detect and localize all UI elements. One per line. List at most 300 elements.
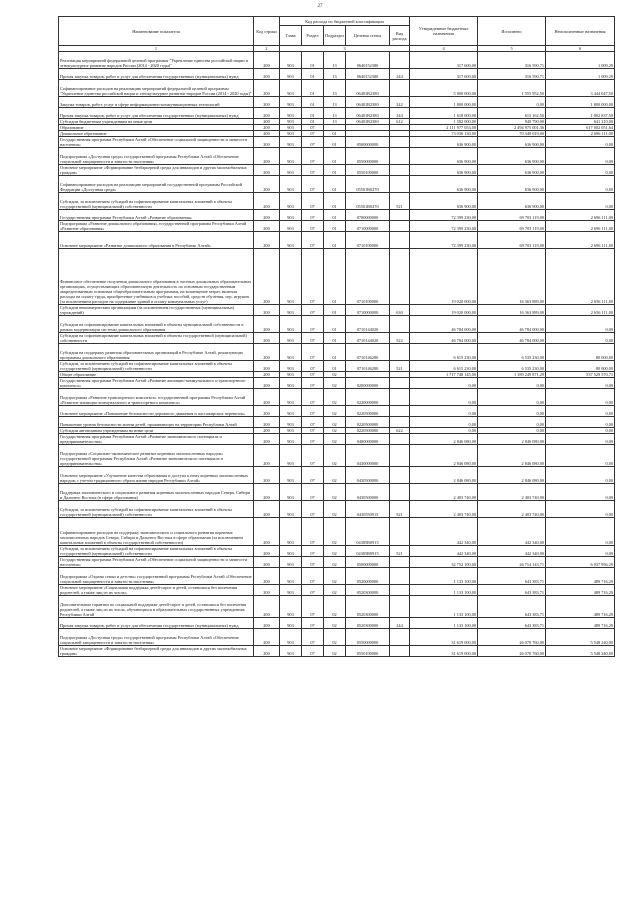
row-code: 200 <box>254 52 280 69</box>
row-podrazdel: 01 <box>324 232 346 249</box>
row-razdel: 07 <box>302 428 324 434</box>
row-podrazdel: 02 <box>324 546 346 557</box>
row-name: Субсидии некоммерческим организациям (за исключением государственных (муниципальных) учреждений) <box>59 305 254 316</box>
row-name: Софинансирование расходов на реализацию мероприятий федеральной целевой программы "Укрепление единства российской нации и этнокультурное развитие народов России (2014 - 2020 годы)" <box>59 80 254 97</box>
row-razdel: 07 <box>302 389 324 406</box>
row-unexecuted: 0,00 <box>546 428 615 434</box>
row-razdel: 07 <box>302 131 324 137</box>
row-executed: 636 900,00 <box>478 137 546 148</box>
row-name: Закупка товаров, работ, услуг в сфере информационно-коммуникационных технологий <box>59 97 254 108</box>
row-unexecuted: 0,00 <box>546 193 615 210</box>
row-vr <box>390 484 410 501</box>
row-approved: 72 399 230,00 <box>410 232 478 249</box>
row-approved: 1 618 000,00 <box>410 108 478 119</box>
row-razdel: 07 <box>302 434 324 445</box>
row-approved: 636 900,00 <box>410 148 478 165</box>
row-csr: 0220000000 <box>346 389 390 406</box>
row-unexecuted: 2 656 111,00 <box>546 249 615 305</box>
table-row <box>59 557 615 568</box>
row-code: 200 <box>254 518 280 546</box>
row-code: 200 <box>254 372 280 378</box>
row-executed: 636 900,00 <box>478 176 546 193</box>
row-unexecuted: 0,00 <box>546 501 615 518</box>
row-csr: 0550000000 <box>346 148 390 165</box>
row-podrazdel: 01 <box>324 361 346 372</box>
row-glava: 903 <box>280 344 302 361</box>
row-glava: 903 <box>280 316 302 333</box>
row-podrazdel: 02 <box>324 484 346 501</box>
row-executed: 69 703 119,00 <box>478 221 546 232</box>
row-vr <box>390 445 410 467</box>
row-approved: 317 600,00 <box>410 52 478 69</box>
row-podrazdel: 02 <box>324 372 346 378</box>
table-row <box>59 501 615 518</box>
row-approved: 442 340,00 <box>410 518 478 546</box>
col-number: 3 <box>280 46 410 52</box>
row-razdel: 07 <box>302 361 324 372</box>
row-name: Государственная программа Республики Алтай «Развитие экономического потенциала и предпринимательства» <box>59 434 254 445</box>
row-executed: 0,00 <box>478 97 546 108</box>
row-code: 200 <box>254 108 280 119</box>
row-csr: 0200000000 <box>346 378 390 389</box>
row-razdel: 01 <box>302 69 324 80</box>
row-unexecuted: 0,00 <box>546 389 615 406</box>
row-glava: 903 <box>280 176 302 193</box>
row-vr: 521 <box>390 193 410 210</box>
row-name: Подпрограмма «Развитие транспортного комплекса» государственной программы Республики Алтай «Развитие жилищно-коммунального и транспортного комплекса» <box>59 389 254 406</box>
row-name: Государственная программа Республики Алтай «Обеспечение социальной защищенности и занятости населения» <box>59 557 254 568</box>
row-podrazdel: 01 <box>324 344 346 361</box>
header-executed: Исполнено <box>478 17 546 46</box>
row-csr: 0400000000 <box>346 434 390 445</box>
row-code: 200 <box>254 210 280 221</box>
budget-execution-table <box>58 16 615 657</box>
row-code: 200 <box>254 148 280 165</box>
row-name: Основное мероприятие «Социальная поддержка детей-сирот и детей, оставшихся без попечения родителей, а также лиц из их числа» <box>59 585 254 596</box>
row-executed: 69 703 119,00 <box>478 232 546 249</box>
row-csr: 0220500000 <box>346 417 390 428</box>
table-row <box>59 333 615 344</box>
row-code: 200 <box>254 316 280 333</box>
row-executed: 0,00 <box>478 417 546 428</box>
row-podrazdel: 02 <box>324 557 346 568</box>
row-executed: 2 494 975 001,36 <box>478 125 546 131</box>
table-row <box>59 69 615 80</box>
row-podrazdel: 13 <box>324 108 346 119</box>
row-glava: 903 <box>280 232 302 249</box>
table-row <box>59 585 615 596</box>
row-razdel: 07 <box>302 445 324 467</box>
row-podrazdel: 01 <box>324 131 346 137</box>
col-number: 1 <box>59 46 254 52</box>
row-unexecuted: 0,00 <box>546 406 615 417</box>
row-unexecuted: 5 548 240,00 <box>546 629 615 646</box>
row-executed: 442 340,00 <box>478 546 546 557</box>
row-razdel: 07 <box>302 546 324 557</box>
row-csr: 0710146280 <box>346 344 390 361</box>
table-row <box>59 119 615 125</box>
page-number: 27 <box>317 4 323 9</box>
row-unexecuted: 0,00 <box>546 445 615 467</box>
row-name: Государственная программа Республики Алтай «Развитие жилищно-коммунального и транспортного комплекса» <box>59 378 254 389</box>
row-unexecuted: 489 716,29 <box>546 568 615 585</box>
row-podrazdel: 01 <box>324 193 346 210</box>
row-glava: 903 <box>280 193 302 210</box>
row-code: 200 <box>254 305 280 316</box>
row-csr: 0550100000 <box>346 165 390 176</box>
row-name: Субсидии, за исключением субсидий на софинансирование капитальных вложений в объекты государственной (муниципальной) собственности <box>59 361 254 372</box>
row-podrazdel: 02 <box>324 629 346 646</box>
row-code: 200 <box>254 333 280 344</box>
table-row <box>59 629 615 646</box>
row-approved: 636 900,00 <box>410 176 478 193</box>
row-glava: 903 <box>280 585 302 596</box>
row-vr <box>390 80 410 97</box>
table-row <box>59 137 615 148</box>
row-name: Основное мероприятие «Формирование безбарьерной среды для инвалидов и других маломобильных граждан» <box>59 646 254 657</box>
row-podrazdel: 13 <box>324 52 346 69</box>
row-name: Подпрограмма «Социально-экономическое развитие коренных малочисленных народов» государственной программы Республики Алтай «Развитие экономического потенциала и предпринимательства» <box>59 445 254 467</box>
table-row <box>59 97 615 108</box>
row-vr: 521 <box>390 361 410 372</box>
row-podrazdel: 01 <box>324 316 346 333</box>
row-csr: 06401R2380 <box>346 119 390 125</box>
row-code: 200 <box>254 221 280 232</box>
row-vr <box>390 176 410 193</box>
row-glava: 903 <box>280 501 302 518</box>
row-name: Дополнительные гарантии по социальной поддержке детей-сирот и детей, оставшихся без попечения родителей, а также лиц из их числа, обучающихся в образовательных государственных учреждениях Республики Алтай <box>59 596 254 618</box>
row-glava: 903 <box>280 557 302 568</box>
row-unexecuted: 0,00 <box>546 484 615 501</box>
row-razdel: 07 <box>302 221 324 232</box>
row-unexecuted: 489 716,29 <box>546 596 615 618</box>
row-csr: 0500000000 <box>346 557 390 568</box>
row-glava: 903 <box>280 221 302 232</box>
header-classification: Код расхода по бюджетной классификации <box>280 17 410 26</box>
row-csr: 0710144020 <box>346 333 390 344</box>
row-name: Субсидии на софинансирование капитальных вложений в объекты государственной (муниципальной) собственности <box>59 333 254 344</box>
row-razdel: 07 <box>302 568 324 585</box>
row-razdel: 07 <box>302 344 324 361</box>
row-razdel: 07 <box>302 467 324 484</box>
row-razdel: 07 <box>302 406 324 417</box>
row-glava: 903 <box>280 434 302 445</box>
row-code: 200 <box>254 165 280 176</box>
row-razdel: 07 <box>302 646 324 657</box>
table-row <box>59 518 615 546</box>
row-podrazdel: 01 <box>324 221 346 232</box>
row-name: Подпрограмма «Доступная среда» государственной программы Республики Алтай «Обеспечение социальной защищенности и занятости населения» <box>59 148 254 165</box>
row-glava: 903 <box>280 646 302 657</box>
row-approved: 5 000 000,00 <box>410 80 478 97</box>
row-razdel: 07 <box>302 210 324 221</box>
row-code: 200 <box>254 501 280 518</box>
row-code: 200 <box>254 445 280 467</box>
col-number: 4 <box>410 46 478 52</box>
row-executed: 2 846 080,00 <box>478 445 546 467</box>
row-csr: 0520300000 <box>346 585 390 596</box>
row-unexecuted: 0,00 <box>546 333 615 344</box>
row-executed: 46 784 000,00 <box>478 316 546 333</box>
row-csr: 0710100000 <box>346 249 390 305</box>
row-code: 200 <box>254 389 280 406</box>
row-vr <box>390 249 410 305</box>
row-vr <box>390 210 410 221</box>
row-code: 200 <box>254 618 280 629</box>
row-approved: 32 752 100,00 <box>410 557 478 568</box>
row-vr: 521 <box>390 546 410 557</box>
table-row <box>59 148 615 165</box>
row-name: Поддержка экономического и социального развития коренных малочисленных народов Севера, Сибири и Дальнего Востока (в сфере образования) <box>59 484 254 501</box>
row-approved: 72 399 230,00 <box>410 210 478 221</box>
row-glava: 903 <box>280 119 302 125</box>
row-executed: 26 070 760,00 <box>478 629 546 646</box>
row-vr: 522 <box>390 333 410 344</box>
row-podrazdel: 01 <box>324 148 346 165</box>
row-glava: 903 <box>280 131 302 137</box>
row-vr: 242 <box>390 97 410 108</box>
row-glava: 903 <box>280 361 302 372</box>
row-vr <box>390 557 410 568</box>
row-glava: 903 <box>280 378 302 389</box>
row-approved: 73 036 130,00 <box>410 131 478 137</box>
table-row <box>59 344 615 361</box>
row-razdel: 07 <box>302 148 324 165</box>
table-row <box>59 434 615 445</box>
row-vr <box>390 232 410 249</box>
row-unexecuted: 5 548 240,00 <box>546 646 615 657</box>
row-executed: 2 846 080,00 <box>478 467 546 484</box>
row-unexecuted: 0,00 <box>546 148 615 165</box>
row-name: Основное мероприятие «Формирование безбарьерной среды для инвалидов и других маломобильных граждан» <box>59 165 254 176</box>
row-glava: 903 <box>280 249 302 305</box>
row-executed: 636 900,00 <box>478 193 546 210</box>
table-row <box>59 467 615 484</box>
row-approved: 1 133 100,00 <box>410 568 478 585</box>
row-vr <box>390 221 410 232</box>
row-glava: 903 <box>280 406 302 417</box>
row-podrazdel: 02 <box>324 646 346 657</box>
row-vr: 244 <box>390 69 410 80</box>
row-razdel: 07 <box>302 501 324 518</box>
row-name: Подпрограмма «Доступная среда» государственной программы Республики Алтай «Обеспечение социальной защищенности и занятости населения» <box>59 629 254 646</box>
row-razdel: 07 <box>302 518 324 546</box>
row-code: 200 <box>254 568 280 585</box>
row-unexecuted: 617 002 051,64 <box>546 125 615 131</box>
row-razdel: 01 <box>302 80 324 97</box>
row-name: Подпрограмма «Охрана семьи и детства» государственной программы Республики Алтай «Обеспечение социальной защищенности и занятости населения» <box>59 568 254 585</box>
row-razdel: 01 <box>302 97 324 108</box>
row-vr <box>390 389 410 406</box>
row-glava: 903 <box>280 372 302 378</box>
row-code: 200 <box>254 249 280 305</box>
row-approved: 1 133 100,00 <box>410 618 478 629</box>
header-name: Наименование показателя <box>59 17 254 46</box>
row-podrazdel: 02 <box>324 445 346 467</box>
row-podrazdel: 02 <box>324 417 346 428</box>
row-vr: 612 <box>390 119 410 125</box>
row-vr <box>390 596 410 618</box>
row-razdel: 07 <box>302 333 324 344</box>
row-executed: 636 900,00 <box>478 165 546 176</box>
row-csr: 0640152380 <box>346 69 390 80</box>
table-row <box>59 249 615 305</box>
row-podrazdel: 13 <box>324 97 346 108</box>
table-row <box>59 378 615 389</box>
table-row <box>59 316 615 333</box>
row-name: Прочая закупка товаров, работ и услуг для обеспечения государственных (муниципальных) нужд <box>59 618 254 629</box>
row-name: Субсидии автономным учреждениям на иные цели <box>59 428 254 434</box>
row-vr: 244 <box>390 618 410 629</box>
row-razdel: 07 <box>302 232 324 249</box>
row-approved: 2 111 977 053,00 <box>410 125 478 131</box>
row-executed: 16 363 889,00 <box>478 305 546 316</box>
row-approved: 0,00 <box>410 428 478 434</box>
row-razdel: 07 <box>302 305 324 316</box>
row-code: 200 <box>254 585 280 596</box>
row-csr: 0710144020 <box>346 316 390 333</box>
row-name: Субсидии, за исключением субсидий на софинансирование капитальных вложений в объекты государственной (муниципальной) собственности <box>59 193 254 210</box>
row-glava: 903 <box>280 417 302 428</box>
row-vr <box>390 467 410 484</box>
row-vr: 630 <box>390 305 410 316</box>
row-executed: 6 535 230,00 <box>478 361 546 372</box>
row-glava: 903 <box>280 618 302 629</box>
row-code: 200 <box>254 125 280 131</box>
table-row <box>59 221 615 232</box>
row-podrazdel: 13 <box>324 69 346 80</box>
row-unexecuted: 489 716,29 <box>546 618 615 629</box>
row-name: Софинансирование расходов на реализацию мероприятий государственной программы Российской Федерации «Доступная среда» <box>59 176 254 193</box>
row-name: Субсидии бюджетным учреждениям на иные цели <box>59 119 254 125</box>
row-csr: 0500000000 <box>346 137 390 148</box>
row-razdel: 07 <box>302 557 324 568</box>
row-executed: 2 403 740,00 <box>478 501 546 518</box>
row-executed: 643 383,71 <box>478 618 546 629</box>
table-row <box>59 646 615 657</box>
table-row <box>59 52 615 69</box>
table-row <box>59 305 615 316</box>
row-csr: 0710146280 <box>346 361 390 372</box>
row-csr: 0520300000 <box>346 618 390 629</box>
row-glava: 903 <box>280 165 302 176</box>
row-glava: 903 <box>280 52 302 69</box>
row-unexecuted: 1 009,29 <box>546 52 615 69</box>
row-csr: 0430500000 <box>346 484 390 501</box>
row-podrazdel: 01 <box>324 333 346 344</box>
row-glava: 903 <box>280 596 302 618</box>
row-vr <box>390 344 410 361</box>
header-glava: Глава <box>280 26 302 46</box>
table-row <box>59 417 615 428</box>
table-row <box>59 193 615 210</box>
row-name: Общее образование <box>59 372 254 378</box>
row-unexecuted: 0,00 <box>546 176 615 193</box>
row-glava: 903 <box>280 210 302 221</box>
row-executed: 643 383,71 <box>478 568 546 585</box>
row-code: 200 <box>254 546 280 557</box>
row-unexecuted: 2 696 111,00 <box>546 221 615 232</box>
table-row <box>59 108 615 119</box>
row-approved: 0,00 <box>410 378 478 389</box>
row-name: Подпрограмма «Развитие дошкольного образования» государственной программы Республики Алтай «Развитие образования» <box>59 221 254 232</box>
row-executed: 1 189 249 871,29 <box>478 372 546 378</box>
row-name: Основное мероприятие «Повышение безопасности дорожного движения и пассажирских перевозок» <box>59 406 254 417</box>
row-vr: 521 <box>390 501 410 518</box>
row-unexecuted: 1 800 000,00 <box>546 97 615 108</box>
row-name: Субсидии, за исключением субсидий на софинансирование капитальных вложений в объекты государственной (муниципальной) собственности <box>59 546 254 557</box>
header-csr: Целевая статья <box>346 26 390 46</box>
row-csr: 0220500000 <box>346 428 390 434</box>
row-glava: 903 <box>280 80 302 97</box>
row-code: 200 <box>254 232 280 249</box>
row-vr <box>390 406 410 417</box>
table-row <box>59 618 615 629</box>
row-approved: 1 582 000,00 <box>410 119 478 125</box>
row-razdel: 07 <box>302 316 324 333</box>
row-vr <box>390 165 410 176</box>
row-approved: 31 619 000,00 <box>410 629 478 646</box>
row-csr: 0430550915 <box>346 501 390 518</box>
row-unexecuted: 641 210,00 <box>546 119 615 125</box>
row-unexecuted: 2 696 111,00 <box>546 131 615 137</box>
row-unexecuted: 0,00 <box>546 378 615 389</box>
table-row <box>59 176 615 193</box>
row-name: Субсидии на софинансирование капитальных вложений в объекты муниципальной собственности в рамках модернизации системы дошкольного образования <box>59 316 254 333</box>
row-approved: 19 020 000,00 <box>410 249 478 305</box>
row-code: 200 <box>254 484 280 501</box>
row-glava: 903 <box>280 568 302 585</box>
row-podrazdel: 02 <box>324 378 346 389</box>
row-name: Основное мероприятие «Улучшение качества образования и доступа к нему коренных малочисленных народов, с учетом традиционного образа жизни народов Республики Алтай» <box>59 467 254 484</box>
row-executed: 0,00 <box>478 378 546 389</box>
row-unexecuted: 0,00 <box>546 316 615 333</box>
table-row <box>59 445 615 467</box>
row-glava: 903 <box>280 629 302 646</box>
row-approved: 19 020 000,00 <box>410 305 478 316</box>
header-razdel: Раздел <box>302 26 324 46</box>
row-glava: 903 <box>280 125 302 131</box>
row-executed: 2 403 740,00 <box>478 484 546 501</box>
row-razdel: 01 <box>302 119 324 125</box>
row-csr: 06401R2380 <box>346 108 390 119</box>
row-approved: 636 900,00 <box>410 137 478 148</box>
row-unexecuted: 3 444 047,50 <box>546 80 615 97</box>
row-executed: 70 340 019,00 <box>478 131 546 137</box>
row-csr: 05501R0270 <box>346 176 390 193</box>
row-name: Софинансирование расходов на поддержку экономического и социального развития коренных малочисленных народов Севера, Сибири и Дальнего Востока в сфере образования (за исключением капитальных вложений в объекты государственной собственности) <box>59 518 254 546</box>
row-approved: 1 133 100,00 <box>410 596 478 618</box>
row-razdel: 01 <box>302 52 324 69</box>
row-csr: 0520300000 <box>346 596 390 618</box>
row-podrazdel: 02 <box>324 428 346 434</box>
row-csr: 0430500000 <box>346 467 390 484</box>
row-executed: 26 714 143,71 <box>478 557 546 568</box>
row-unexecuted: 1 009,29 <box>546 69 615 80</box>
table-row <box>59 484 615 501</box>
table-row <box>59 165 615 176</box>
row-unexecuted: 0,00 <box>546 137 615 148</box>
row-code: 200 <box>254 119 280 125</box>
row-razdel: 07 <box>302 249 324 305</box>
row-vr <box>390 518 410 546</box>
row-csr: 0710000000 <box>346 221 390 232</box>
row-approved: 1 717 748 145,00 <box>410 372 478 378</box>
row-vr <box>390 646 410 657</box>
row-unexecuted: 1 002 837,50 <box>546 108 615 119</box>
row-executed: 0,00 <box>478 406 546 417</box>
row-unexecuted: 489 716,29 <box>546 585 615 596</box>
